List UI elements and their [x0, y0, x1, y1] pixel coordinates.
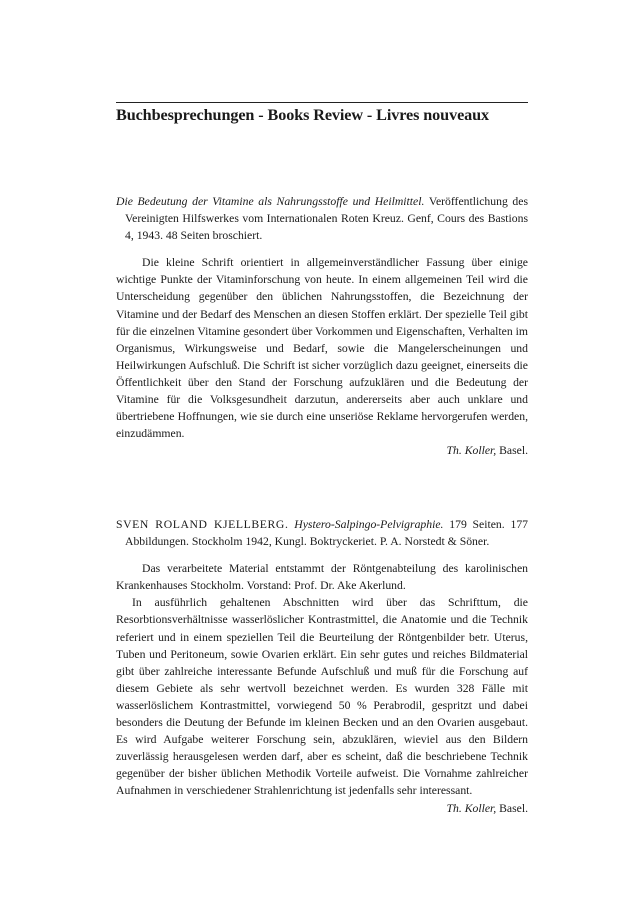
review-paragraph-text: In ausführlich gehaltenen Abschnitten wird über das Schrifttum, die Resorbtionsverhältnisse wasserlöslicher Kontrastmittel, die Anatomie und die Technik referiert und in einem speziellen Teil die Beurteilung der Röntgenbilder betr. Uterus, Tuben und Peritoneum, sowie Ovarien erklärt. Ein sehr gutes und reiches Bildmaterial gibt über zahlreiche interessante Befunde Aufschluß und muß für die Forschung auf diesem Gebiete als sehr wertvoll bezeichnet werden. Es wurden 328 Fälle mit wasserlöslichem Kontrastmittel, vorwiegend 50 % Perabrodil, gespritzt und dabei besonders die Deutung der Befunde im kleinen Becken und an den Ovarien ausgebaut. Es wird Aufgabe weiterer Forschung sein, abzuklären, wieviel aus den Bildern zuverlässig herausgelesen werden darf, aber es scheint, daß die beschriebene Technik gegenüber der bisher üblichen Methodik Vorteile aufweist. Die Vornahme zahlreicher Aufnahmen in verschiedener Strahlenrichtung ist jedenfalls sehr interessant. [116, 596, 528, 798]
review-paragraph: Die kleine Schrift orientiert in allgemeinverständlicher Fassung über einige wichtige Punkte der Vitaminforschung von heute. In einem allgemeinen Teil wird die Unterscheidung gegenüber den üblichen Nahrungsstoffen, die Bezeichnung der Vitamine und der Bedarf des Menschen an diesen Stoffen erklärt. Der spezielle Teil gibt für die einzelnen Vitamine gesondert über Vorkommen und Eigenschaften, Verhalten im Organismus, Wirkungsweise und Bedarf, sowie die Mangelerscheinungen und Heilwirkungen Aufschluß. Die Schrift ist sicher vorzüglich dazu geeignet, einerseits die Öffentlichkeit über den Stand der Forschung aufzuklären und die Bedeutung der Vitamine für die Volksgesundheit darzutun, andererseits aber auch unklare und übertriebene Hoffnungen, wie sie durch eine unseriöse Reklame hervorgerufen werden, einzudämmen. [116, 256, 528, 441]
publication-details: 179 Seiten. 177 Abbildungen. Stockholm 1942, Kungl. Boktryckeriet. P. A. Norstedt & Söner. [125, 518, 529, 549]
section-header: Buchbesprechungen - Books Review - Livres nouveaux [116, 102, 528, 125]
review-signature [116, 442, 528, 459]
reviewer-location: Basel. [499, 801, 528, 815]
book-title: Die Bedeutung der Vitamine als Nahrungsstoffe und Heilmittel. [116, 195, 425, 208]
publication-details: Veröffentlichung des Vereinigten Hilfswerkes vom Internationalen Roten Kreuz. Genf, Cours des Bastions 4, 1943. 48 Seiten broschiert. [125, 195, 528, 243]
review-bibliography [116, 516, 528, 550]
reviewer-location: Basel. [499, 444, 528, 458]
review-signature [431, 800, 529, 817]
page [116, 0, 528, 907]
reviewer-name: Th. Koller, [446, 801, 497, 815]
book-title: Hystero-Salpingo-Pelvigraphie. [294, 518, 444, 531]
review-bibliography [116, 193, 528, 244]
book-review [116, 193, 528, 459]
book-author: SVEN ROLAND KJELLBERG. [116, 518, 289, 531]
review-paragraph [116, 594, 528, 815]
review-paragraph: Das verarbeitete Material entstammt der Röntgenabteilung des karolinischen Krankenhauses Stockholm. Vorstand: Prof. Dr. Ake Akerlund. [116, 562, 528, 593]
reviewer-name: Th. Koller, [446, 444, 497, 458]
book-review [116, 516, 528, 817]
